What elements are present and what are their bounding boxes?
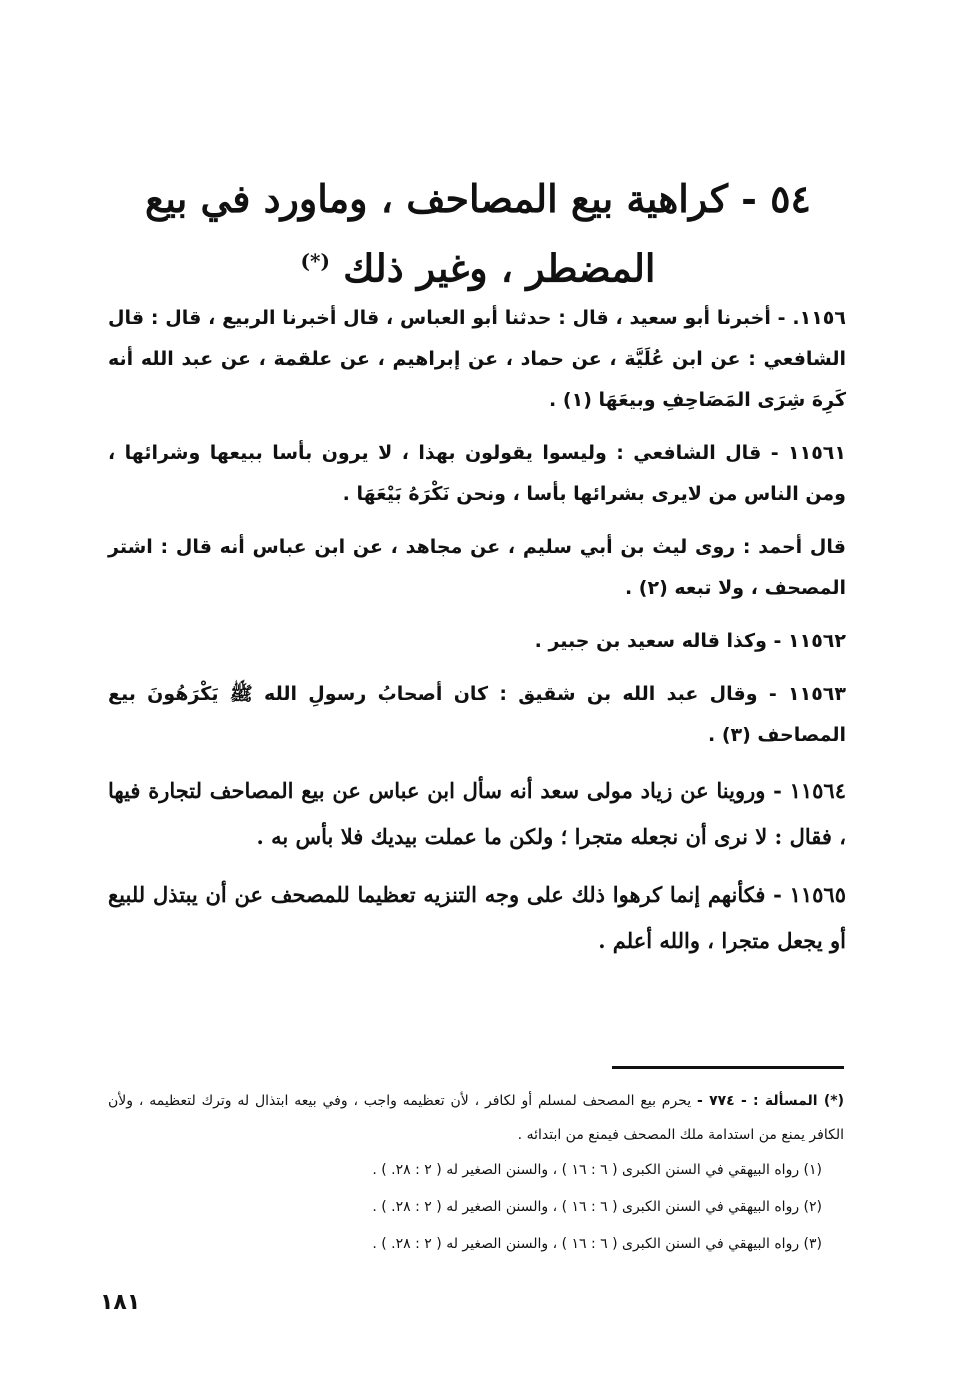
footnote-3: (٣) رواه البيهقي في السنن الكبرى ( ٦ : ١٦ ) ، والسنن الصغير له ( ٢ : ٢٨. ) .	[372, 1236, 822, 1252]
paragraph-11564: ١١٥٦٤ - وروينا عن زياد مولى سعد أنه سأل ابن عباس عن بيع المصاحف لتجارة فيها ، فقال : لا نرى أن نجعله متجرا ؛ ولكن ما عملت بيديك فلا بأس به .	[108, 778, 846, 849]
paragraph-ahmad: قال أحمد : روى ليث بن أبي سليم ، عن مجاهد ، عن ابن عباس أنه قال : اشتر المصحف ، ولا تبعه (٢) .	[108, 536, 846, 599]
paragraph-11560: ١١٥٦. - أخبرنا أبو سعيد ، قال : حدثنا أبو العباس ، قال أخبرنا الربيع ، قال : قال الشافعي : عن ابن عُلَيَّة ، عن حماد ، عن إبراهيم ، عن علقمة ، عن عبد الله أنه كَرِهَ شِرَى المَصَاحِفِ وبيعَهَا (١) .	[108, 307, 846, 411]
chapter-title-line-1: ٥٤ - كراهية بيع المصاحف ، وماورد في بيع	[145, 176, 811, 221]
footnotes	[108, 1084, 844, 1263]
page-number: ١٨١	[100, 1290, 141, 1315]
chapter-title-footnote-mark: (*)	[300, 249, 330, 273]
paragraph-11562: ١١٥٦٢ - وكذا قاله سعيد بن جبير .	[534, 630, 846, 652]
chapter-title-line-2	[120, 230, 836, 300]
paragraph-11563: ١١٥٦٣ - وقال عبد الله بن شقيق : كان أصحابُ رسولِ الله ﷺ يَكْرَهُونَ بيع المصاحف (٣) .	[108, 683, 846, 746]
footnote-1: (١) رواه البيهقي في السنن الكبرى ( ٦ : ١٦ ) ، والسنن الصغير له ( ٢ : ٢٨. ) .	[372, 1162, 822, 1178]
chapter-title-line-2-text: المضطر ، وغير ذلك	[343, 245, 656, 291]
chapter-title	[120, 168, 836, 300]
footnote-star-text: يحرم بيع المصحف لمسلم أو لكافر ، لأن تعظيمه واجب ، وفي بيعه ابتذال له وترك لتعظيمه ، ولأن الكافر يمنع من استدامة ملك المصحف فيمنع من ابتدائه .	[108, 1093, 844, 1143]
paragraph-11561: ١١٥٦١ - قال الشافعي : وليسوا يقولون بهذا ، لا يرون بأسا ببيعها وشرائها ، ومن الناس من لايرى بشرائها بأسا ، ونحن نَكْرَهُ بَيْعَهَا .	[108, 442, 846, 505]
body-text	[108, 298, 846, 976]
footnote-separator	[612, 1066, 844, 1069]
paragraph-11565: ١١٥٦٥ - فكأنهم إنما كرهوا ذلك على وجه التنزيه تعظيما للمصحف عن أن يبتذل للبيع أو يجعل متجرا ، والله أعلم .	[108, 882, 846, 953]
footnote-star	[108, 1084, 844, 1152]
footnote-2: (٢) رواه البيهقي في السنن الكبرى ( ٦ : ١٦ ) ، والسنن الصغير له ( ٢ : ٢٨. ) .	[372, 1199, 822, 1215]
footnote-star-lead: (*) المسألة : - ٧٧٤ -	[696, 1093, 844, 1109]
